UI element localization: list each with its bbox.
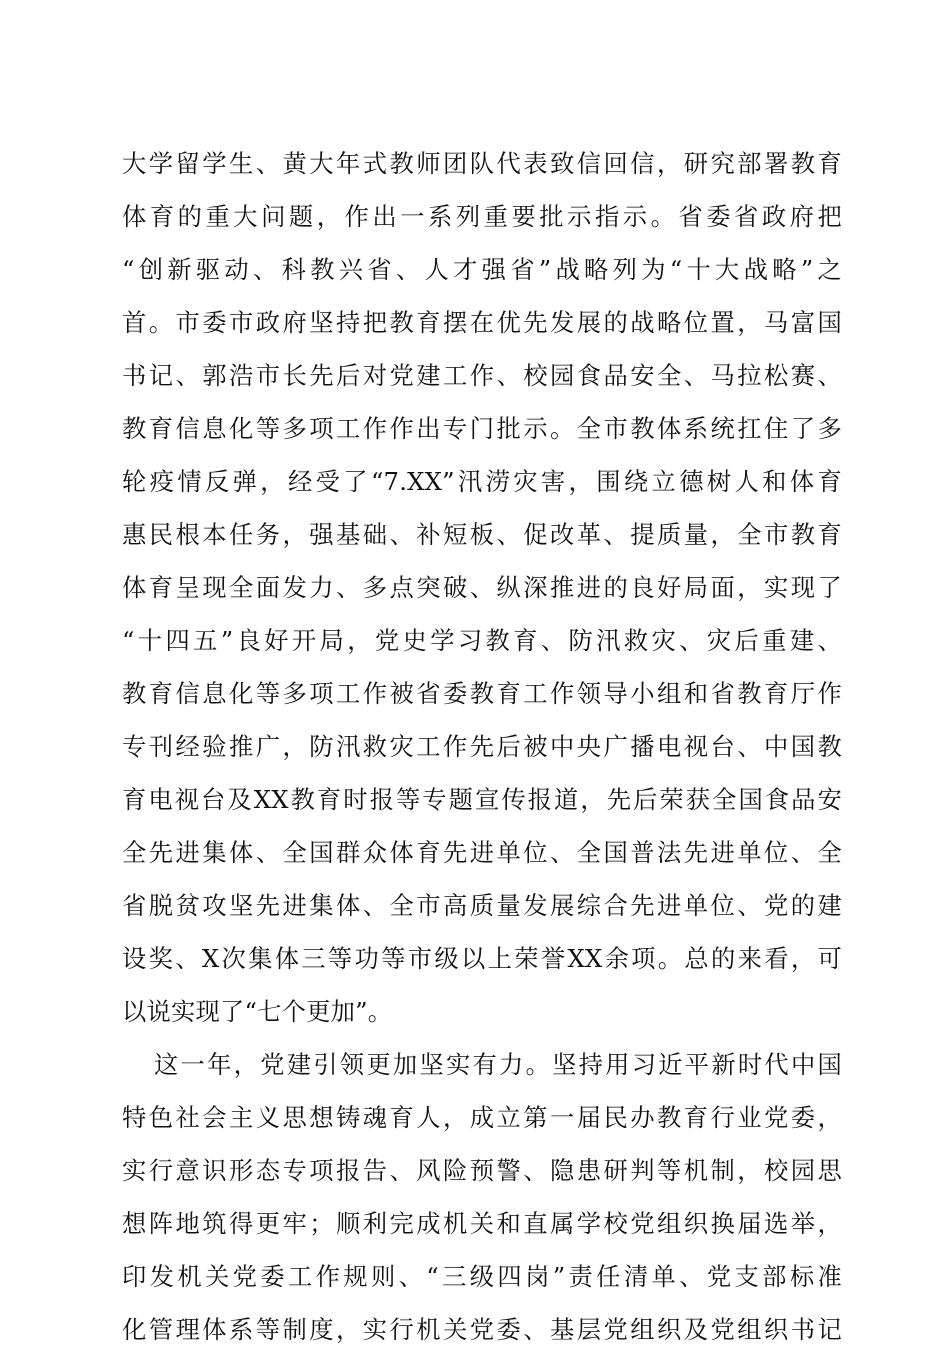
text-line: 全先进集体、全国群众体育先进单位、全国普法先进单位、全 xyxy=(122,838,842,867)
paragraph-2 xyxy=(122,1038,842,1356)
text-line: 特色社会主义思想铸魂育人，成立第一届民办教育行业党委， xyxy=(122,1103,842,1132)
text-line: 印发机关党委工作规则、“三级四岗”责任清单、党支部标准 xyxy=(122,1262,842,1291)
text-line: 专刊经验推广，防汛救灾工作先后被中央广播电视台、中国教 xyxy=(122,732,842,761)
text-line: 惠民根本任务，强基础、补短板、促改革、提质量，全市教育 xyxy=(122,520,842,549)
text-line: 大学留学生、黄大年式教师团队代表致信回信，研究部署教育 xyxy=(122,149,842,178)
text-line: 设奖、X次集体三等功等市级以上荣誉XX余项。总的来看，可 xyxy=(122,944,842,973)
text-line: “创新驱动、科教兴省、人才强省”战略列为“十大战略”之 xyxy=(122,255,842,284)
text-line: “十四五”良好开局，党史学习教育、防汛救灾、灾后重建、 xyxy=(122,626,842,655)
text-line: 轮疫情反弹，经受了“7.XX”汛涝灾害，围绕立德树人和体育 xyxy=(122,467,842,496)
text-line: 教育信息化等多项工作作出专门批示。全市教体系统扛住了多 xyxy=(122,414,842,443)
paragraph-1 xyxy=(122,137,842,1038)
document-body xyxy=(122,137,842,1356)
text-line: 育电视台及XX教育时报等专题宣传报道，先后荣获全国食品安 xyxy=(122,785,842,814)
text-line: 首。市委市政府坚持把教育摆在优先发展的战略位置，马富国 xyxy=(122,308,842,337)
text-line: 化管理体系等制度，实行机关党委、基层党组织及党组织书记 xyxy=(122,1315,842,1344)
text-line: 这一年，党建引领更加坚实有力。坚持用习近平新时代中国 xyxy=(154,1050,842,1079)
text-line: 省脱贫攻坚先进集体、全市高质量发展综合先进单位、党的建 xyxy=(122,891,842,920)
text-line: 实行意识形态专项报告、风险预警、隐患研判等机制，校园思 xyxy=(122,1156,842,1185)
text-line: 想阵地筑得更牢；顺利完成机关和直属学校党组织换届选举， xyxy=(122,1209,842,1238)
text-line: 体育呈现全面发力、多点突破、纵深推进的良好局面，实现了 xyxy=(122,573,842,602)
text-line: 以说实现了“七个更加”。 xyxy=(122,997,393,1026)
text-line: 书记、郭浩市长先后对党建工作、校园食品安全、马拉松赛、 xyxy=(122,361,842,390)
text-line: 教育信息化等多项工作被省委教育工作领导小组和省教育厅作 xyxy=(122,679,842,708)
text-line: 体育的重大问题，作出一系列重要批示指示。省委省政府把 xyxy=(122,202,842,231)
